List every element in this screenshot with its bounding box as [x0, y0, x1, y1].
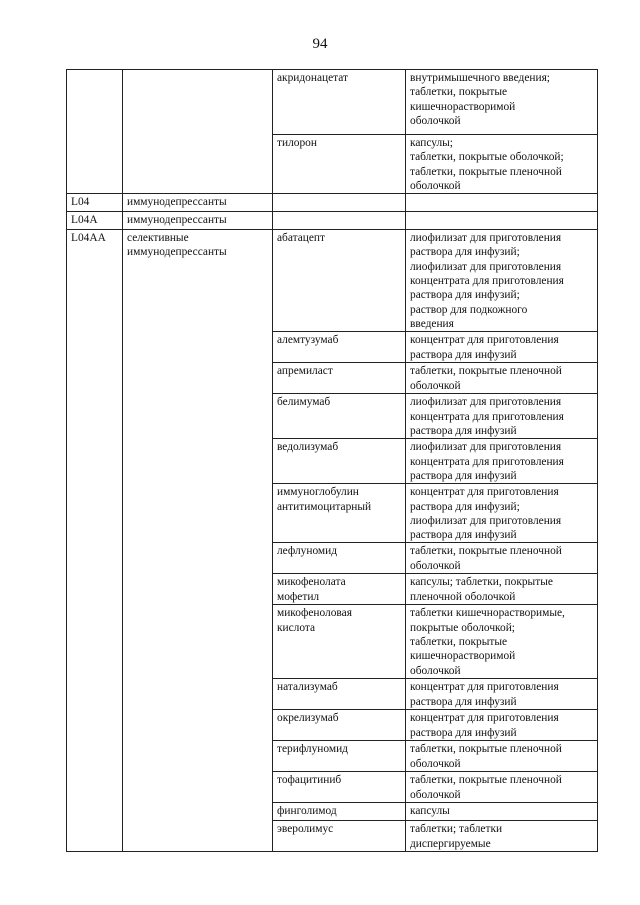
dosage-form-cell	[406, 194, 598, 212]
dosage-form-cell: капсулы; таблетки, покрытые оболочкой; таблетки, покрытые пленочной оболочкой	[406, 135, 598, 194]
atc-group-name: иммунодепрессанты	[123, 194, 273, 212]
drug-name-cell: терифлуномид	[273, 741, 406, 772]
dosage-form-cell: внутримышечного введения; таблетки, покрытые кишечнорастворимой оболочкой	[406, 70, 598, 135]
group-row-l04a	[67, 212, 598, 230]
page-number: 94	[312, 36, 328, 52]
drug-name-cell: финголимод	[273, 803, 406, 821]
drug-name-cell: микофенолата мофетил	[273, 574, 406, 605]
atc-code: L04A	[67, 212, 123, 230]
code-cell	[67, 70, 123, 194]
medicines-table	[66, 69, 598, 852]
dosage-form-cell: концентрат для приготовления раствора для инфузий	[406, 679, 598, 710]
drug-name-cell: микофеноловая кислота	[273, 605, 406, 679]
drug-name-cell: алемтузумаб	[273, 332, 406, 363]
atc-code: L04	[67, 194, 123, 212]
drug-name-cell: белимумаб	[273, 394, 406, 439]
drug-name-cell: тилорон	[273, 135, 406, 194]
dosage-form-cell: лиофилизат для приготовления концентрата для приготовления раствора для инфузий	[406, 439, 598, 484]
dosage-form-cell: капсулы	[406, 803, 598, 821]
dosage-form-cell: таблетки, покрытые пленочной оболочкой	[406, 741, 598, 772]
table-row	[67, 230, 598, 332]
dosage-form-cell: таблетки, покрытые пленочной оболочкой	[406, 363, 598, 394]
dosage-form-cell: таблетки; таблетки диспергируемые	[406, 821, 598, 852]
drug-name-cell	[273, 194, 406, 212]
drug-name-cell: иммуноглобулин антитимоцитарный	[273, 484, 406, 543]
dosage-form-cell: концентрат для приготовления раствора для инфузий; лиофилизат для приготовления раствора для инфузий	[406, 484, 598, 543]
dosage-form-cell: концентрат для приготовления раствора для инфузий	[406, 710, 598, 741]
dosage-form-cell	[406, 212, 598, 230]
atc-code: L04AA	[67, 230, 123, 852]
dosage-form-cell: концентрат для приготовления раствора для инфузий	[406, 332, 598, 363]
table-row	[67, 70, 598, 135]
drug-name-cell: тофацитиниб	[273, 772, 406, 803]
drug-name-cell: абатацепт	[273, 230, 406, 332]
atc-group-name: селективные иммунодепрессанты	[123, 230, 273, 852]
drug-name-cell: эверолимус	[273, 821, 406, 852]
drug-name-cell: ведолизумаб	[273, 439, 406, 484]
drug-name-cell	[273, 212, 406, 230]
drug-name-cell: лефлуномид	[273, 543, 406, 574]
dosage-form-cell: лиофилизат для приготовления концентрата для приготовления раствора для инфузий	[406, 394, 598, 439]
atc-group-name: иммунодепрессанты	[123, 212, 273, 230]
drug-name-cell: апремиласт	[273, 363, 406, 394]
group-cell	[123, 70, 273, 194]
dosage-form-cell: таблетки кишечнорастворимые, покрытые оболочкой; таблетки, покрытые кишечнорастворимой оболочкой	[406, 605, 598, 679]
drug-name-cell: окрелизумаб	[273, 710, 406, 741]
group-row-l04	[67, 194, 598, 212]
dosage-form-cell: лиофилизат для приготовления раствора для инфузий; лиофилизат для приготовления концентрата для приготовления раствора для инфузий; раствор для подкожного введения	[406, 230, 598, 332]
dosage-form-cell: таблетки, покрытые пленочной оболочкой	[406, 772, 598, 803]
drug-name-cell: акридонацетат	[273, 70, 406, 135]
dosage-form-cell: таблетки, покрытые пленочной оболочкой	[406, 543, 598, 574]
dosage-form-cell: капсулы; таблетки, покрытые пленочной оболочкой	[406, 574, 598, 605]
drug-name-cell: натализумаб	[273, 679, 406, 710]
